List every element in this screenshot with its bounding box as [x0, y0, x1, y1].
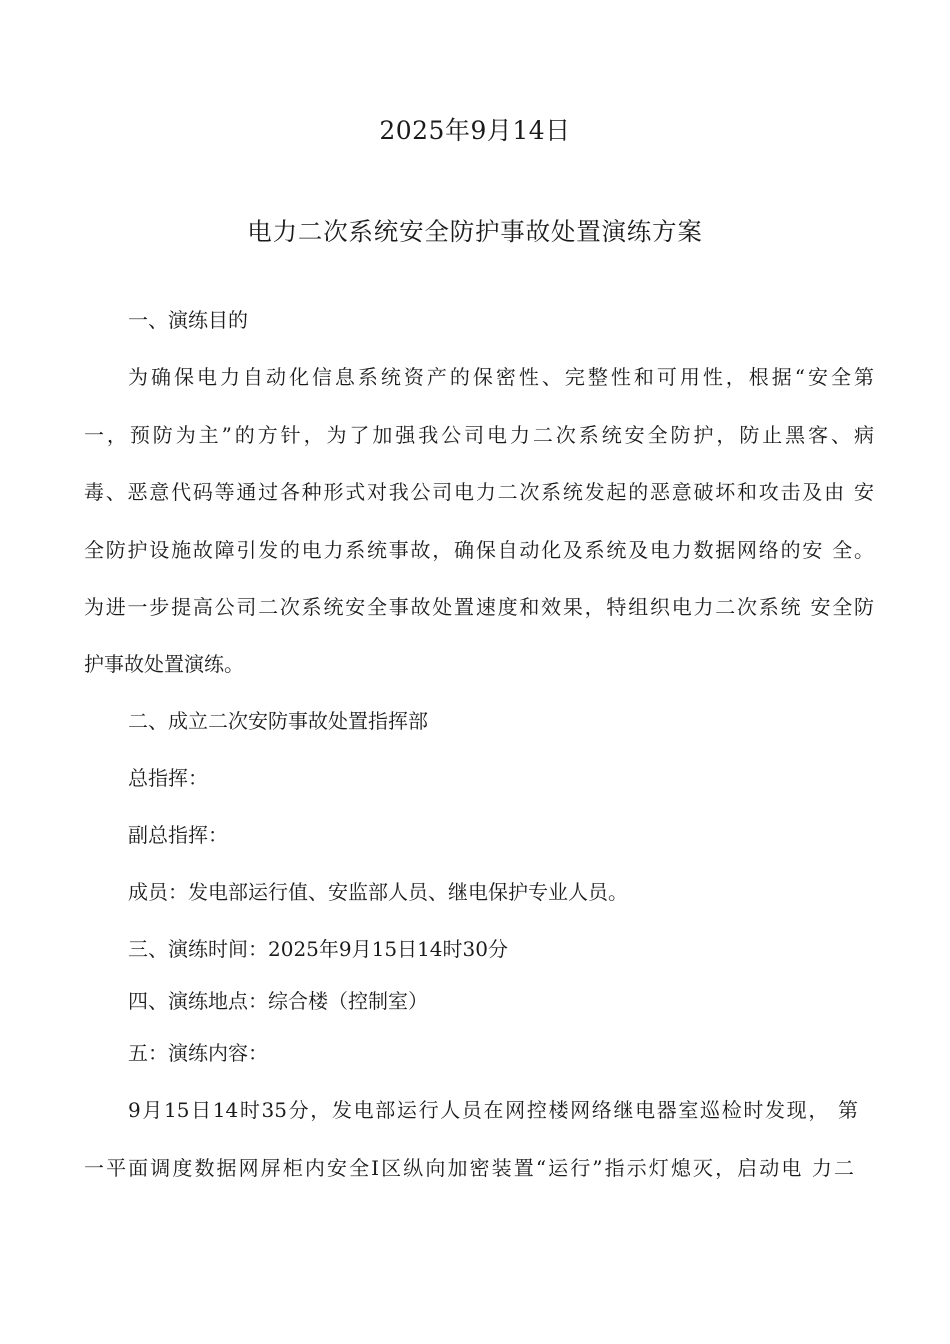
members-line: 成员：发电部运行值、安监部人员、继电保护专业人员。 — [128, 880, 628, 904]
para1-line-3: 毒、恶意代码等通过各种形式对我公司电力二次系统发起的恶意破坏和攻击及由 安 — [84, 480, 874, 504]
section2-heading: 二、成立二次安防事故处置指挥部 — [128, 709, 428, 733]
para1-line-6: 护事故处置演练。 — [84, 652, 244, 676]
document-date: 2025年9月14日 — [379, 116, 571, 145]
para1-line-4: 全防护设施故障引发的电力系统事故，确保自动化及系统及电力数据网络的安 全。 — [84, 538, 874, 562]
para2-line-2: 一平面调度数据网屏柜内安全I区纵向加密装置“运行”指示灯熄灭，启动电 力二 — [84, 1156, 854, 1180]
para1-line-1: 为确保电力自动化信息系统资产的保密性、完整性和可用性，根据“安全第 — [128, 365, 874, 389]
section3-time: 三、演练时间：2025年9月15日14时30分 — [128, 937, 508, 961]
para1-line-5: 为进一步提高公司二次系统安全事故处置速度和效果，特组织电力二次系统 安全防 — [84, 595, 874, 619]
para1-line-2: 一，预防为主”的方针，为了加强我公司电力二次系统安全防护，防止黑客、病 — [84, 423, 874, 447]
commander-line: 总指挥： — [128, 766, 208, 790]
document-title: 电力二次系统安全防护事故处置演练方案 — [247, 217, 703, 246]
section5-heading: 五：演练内容： — [128, 1041, 268, 1065]
deputy-commander-line: 副总指挥： — [128, 823, 228, 847]
section4-location: 四、演练地点：综合楼（控制室） — [128, 989, 428, 1013]
para2-line-1: 9月15日14时35分，发电部运行人员在网控楼网络继电器室巡检时发现， 第 — [128, 1098, 858, 1122]
section1-heading: 一、演练目的 — [128, 308, 248, 332]
